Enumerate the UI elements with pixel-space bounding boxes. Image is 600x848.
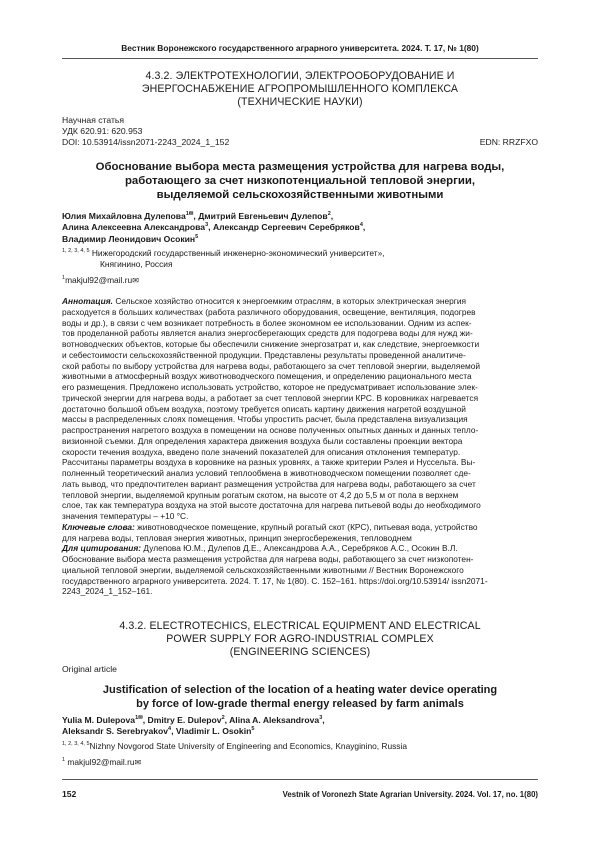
abstract-line: визионной съемки. Для определения характера движения воздуха были составлены проекции вектора [62,435,463,446]
author-name: Александр Сергеевич Серебряков [212,222,360,233]
abstract-line: вотноводческих объектов, которые бы обеспечили снижение энергозатрат и, как следствие, энергоемкости [62,339,480,349]
ru-title-line: работающего за счет низкопотенциальной тепловой энергии, [124,175,476,187]
keywords-line: для нагрева воды, тепловая энергия животных, принцип энергосбережения, тепловоднем [62,532,412,543]
envelope-icon: ✉ [134,757,142,767]
ru-title-line: выделяемой сельскохозяйственными животными [156,189,444,201]
en-article-type: Original article [62,664,117,674]
running-footer: Vestnik of Voronezh State Agrarian University. 2024. Vol. 17, no. 1(80) [282,790,538,799]
citation-line: Обоснование выбора места размещения устройства для нагрева воды, работающего за счет низкопотен- [62,554,474,564]
author-name: Vladimir L. Osokin [175,726,252,737]
author-sup: 1✉ [135,715,143,722]
abstract-line: Сельское хозяйство относится к энергоемким отраслям, в которых электрическая энергия [115,296,467,306]
ru-affiliation [62,248,538,285]
ru-article-type: Научная статья [62,115,125,125]
author-name: Юлия Михайловна Дулепова [62,211,186,221]
abstract-line: слое, так как температура воздуха на этой высоте достаточна для нагрева питьевой воды до необходимого [62,500,481,511]
author-name: Владимир Леонидович Осокин [62,233,196,244]
affiliation-line: Нижегородский государственный инженерно-экономический университет», [91,248,385,258]
abstract-line: и себестоимости сельскохозяйственной продукции. Представлены результаты проведенной аналитиче- [62,349,466,360]
ru-section-line: 4.3.2. ЭЛЕКТРОТЕХНОЛОГИИ, ЭЛЕКТРООБОРУДОВАНИЕ И [145,70,455,82]
author-name: Yulia M. Dulepova [62,715,136,725]
affiliation-line: Nizhny Novgorod State University of Engineering and Economics, Knayginino, Russia [89,741,408,751]
affiliation-city: Княгинино, Россия [100,258,173,269]
author-sup: 1✉ [185,211,194,218]
citation-line: государственного аграрного университета. 2024. Т. 17, № 1(80). С. 152–161. https://doi.org/10.53914/ issn2071- [62,575,488,586]
email-link[interactable]: makjul92@mail.ru [67,756,135,767]
abstract-line: животными в атмосферный воздух животноводческого помещения, и определению рационального места [62,371,472,382]
abstract-line: Рассчитаны параметры воздуха в коровнике на разных уровнях, а также критерии Рэлея и Нуссельта. Вы- [62,457,476,468]
citation-line: 2243_2024_1_152–161. [62,586,153,597]
ru-udc: УДК 620.91: 620.953 [62,125,143,136]
author-sup: 2 [221,715,225,722]
author-sup: 3 [205,222,209,229]
email-link[interactable]: makjul92@mail.ru [65,274,133,285]
running-header: Вестник Воронежского государственного аграрного университета. 2024. Т. 17, № 1(80) [121,43,479,53]
author-sup: 4 [168,726,172,733]
header-rule [62,58,538,59]
ru-edn: EDN: RRZFXO [479,136,538,147]
citation-label: Для цитирования: [62,543,142,554]
author-sup: 3 [319,715,323,722]
affiliation-sup: 1, 2, 3, 4, 5 [62,741,90,748]
footer-rule [62,779,538,780]
ru-title-line: Обоснование выбора места размещения устройства для нагрева воды, [95,161,505,173]
keywords-label: Ключевые слова: [62,521,135,532]
author-name: Дмитрий Евгеньевич Дулепов [198,211,328,221]
keywords-line: животноводческое помещение, крупный рогатый скот (КРС), питьевая вода, устройство [137,521,478,532]
ru-section-line: ЭНЕРГОСНАБЖЕНИЕ АГРОПРОМЫШЛЕННОГО КОМПЛЕКСА [141,83,459,95]
en-section-heading [70,620,530,659]
abstract-line: полненный теоретический анализ условий теплообмена в животноводческом помещении позволяет сде- [62,468,471,478]
abstract-line: ской работы по выбору устройства для нагрева воды, работающего за счет тепловой энергии, выделяемой [62,360,481,371]
email-sup: 1 [62,274,66,281]
author-name: Dmitry E. Dulepov [147,715,222,725]
en-section-line: 4.3.2. ELECTROTECHICS, ELECTRICAL EQUIPMENT AND ELECTRICAL [119,620,481,632]
author-sup: 4 [359,222,363,229]
ru-meta [62,115,538,147]
citation-line: циальной тепловой энергии, выделяемой сельскохозяйственными животными // Вестник Воронежского [62,564,464,575]
abstract-line: значения температуры – +10 °С. [62,511,189,521]
abstract-line: тепловой энергии, выделяемой крупным рогатым скотом, на высоте от 4,2 до 5,5 м от пола в верхнем [62,489,459,500]
en-title-line: by force of low-grade thermal energy released by farm animals [136,698,464,710]
ru-section-line: (ТЕХНИЧЕСКИЕ НАУКИ) [237,96,363,108]
author-sup: 2 [327,211,331,218]
abstract-line: тов проделанной работы является анализ энергосберегающих средств для подогрева воды для нужд жи- [62,328,473,339]
abstract-line: скорости течения воздуха, введено поле значений показателей для описания отклонения температур. [62,446,461,457]
author-name: Aleksandr S. Serebryakov [62,726,169,737]
abstract-line: расходуется в больших количествах (работа различного оборудования, освещение, вентиляция, подогрев [62,306,476,317]
abstract-line: трической энергии для нагрева воды, а работает за счет тепловой энергии КРС. В коровниках нагревается [62,392,479,403]
abstract-label: Аннотация. [62,296,113,306]
en-section-line: POWER SUPPLY FOR AGRO-INDUSTRIAL COMPLEX [166,633,434,645]
ru-section-heading [70,70,530,109]
abstract-line: лать вывод, что предпочтителен вариант размещения устройства для нагрева воды, работающего за счет [62,478,476,489]
email-sup: 1 [62,757,66,763]
author-name: Alina A. Aleksandrova [229,715,320,725]
ru-doi: DOI: 10.53914/issn2071-2243_2024_1_152 [62,136,230,147]
affiliation-sup: 1, 2, 3, 4, 5 [62,248,90,255]
citation-line: Дулепова Ю.М., Дулепов Д.Е., Александрова А.А., Серебряков А.С., Осокин В.Л. [143,543,458,554]
en-affiliation [62,741,538,768]
ru-authors: Юлия Михайловна Дулепова$^{1✉}$, Дмитрий Евгеньевич Дулепов$^2$, Алина Алексеевна Александрова$^3$, Александр Сергеевич Серебряков$^4$, Владимир Леонидович Осокин$^5$ [62,211,366,244]
abstract-line: массы в распределенных слоях помещения. Чтобы упростить расчет, была представлена визуализация [62,414,468,425]
en-section-line: (ENGINEERING SCIENCES) [229,646,371,658]
author-sup: 5 [251,726,255,733]
envelope-icon: ✉ [132,275,139,285]
author-sup: 5 [195,233,199,240]
page-number: 152 [62,789,77,799]
en-title [62,683,538,711]
abstract-line: воды и др.), в связи с чем возникает потребность в более экономном ее использовании. Одним из аспек- [62,317,472,328]
ru-title [62,160,538,202]
author-name: Алина Алексеевна Александрова [62,222,206,233]
ru-abstract [62,296,538,597]
abstract-line: его размещения. Предложено использовать устройство, которое не предусматривает использование элек- [62,382,478,392]
en-authors: Yulia M. Dulepova$^{1✉}$, Dmitry E. Dulepov$^2$, Alina A. Aleksandrova$^3$, Aleksandr S. Serebryakov$^4$, Vladimir L. Osokin$^5$ [62,715,325,737]
abstract-line: достаточно большой объем воздуха, поэтому требуется описать картину движения нагретой воздушной [62,403,466,414]
en-title-line: Justification of selection of the location of a heating water device operating [102,684,498,696]
abstract-line: распространения нагретого воздуха в помещении на основе полученных опытных данных и данных тепло- [62,425,479,435]
